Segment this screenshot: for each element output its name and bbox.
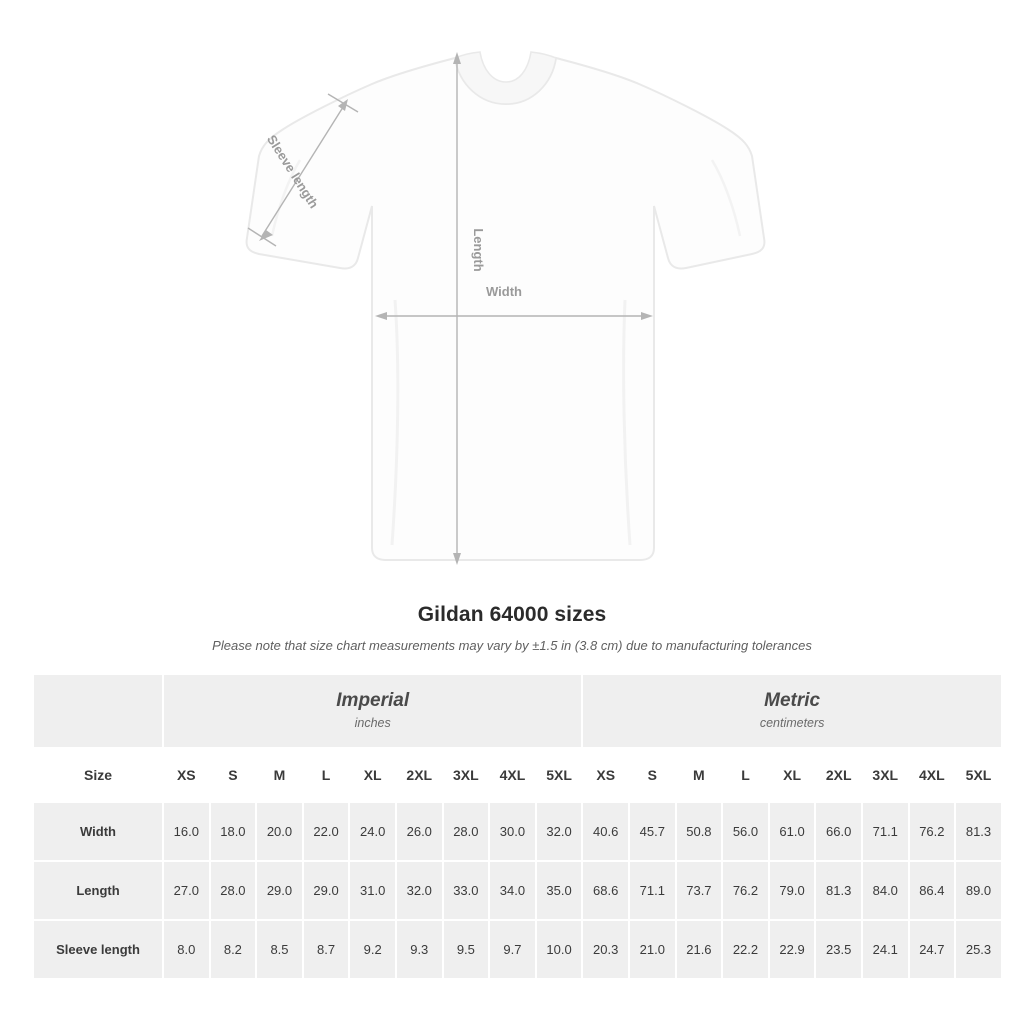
size-col-header: XS [582, 748, 629, 802]
table-cell: 24.7 [909, 920, 956, 979]
table-cell: 8.7 [303, 920, 350, 979]
table-cell: 24.1 [862, 920, 909, 979]
size-col-header: S [210, 748, 257, 802]
size-col-header: XS [163, 748, 210, 802]
row-label: Sleeve length [33, 920, 163, 979]
table-cell: 76.2 [909, 802, 956, 861]
unit-corner-cell [33, 674, 163, 748]
size-col-header: M [256, 748, 303, 802]
table-cell: 32.0 [396, 861, 443, 920]
table-cell: 22.0 [303, 802, 350, 861]
heading-block [0, 603, 1024, 653]
table-cell: 20.0 [256, 802, 303, 861]
length-label: Length [471, 228, 486, 272]
table-cell: 84.0 [862, 861, 909, 920]
table-cell: 9.7 [489, 920, 536, 979]
table-cell: 16.0 [163, 802, 210, 861]
table-cell: 81.3 [955, 802, 1002, 861]
table-cell: 28.0 [443, 802, 490, 861]
size-col-header: L [303, 748, 350, 802]
unit-metric-sub: centimeters [759, 715, 825, 730]
table-cell: 34.0 [489, 861, 536, 920]
size-label-cell: Size [33, 748, 163, 802]
unit-imperial-cell [163, 674, 582, 748]
unit-metric-name: Metric [764, 690, 821, 712]
table-cell: 79.0 [769, 861, 816, 920]
size-table [32, 673, 1003, 980]
table-cell: 8.0 [163, 920, 210, 979]
table-cell: 56.0 [722, 802, 769, 861]
table-cell: 25.3 [955, 920, 1002, 979]
size-col-header: 3XL [443, 748, 490, 802]
table-cell: 66.0 [815, 802, 862, 861]
size-col-header: 5XL [536, 748, 583, 802]
size-col-header: S [629, 748, 676, 802]
size-col-header: XL [769, 748, 816, 802]
table-cell: 40.6 [582, 802, 629, 861]
table-cell: 20.3 [582, 920, 629, 979]
sleeve-length-label: Sleeve length [263, 132, 322, 211]
table-cell: 61.0 [769, 802, 816, 861]
size-col-header: 2XL [815, 748, 862, 802]
unit-imperial-name: Imperial [336, 690, 410, 712]
size-header-row [33, 748, 1002, 802]
table-cell: 8.2 [210, 920, 257, 979]
size-col-header: L [722, 748, 769, 802]
table-cell: 29.0 [303, 861, 350, 920]
table-cell: 27.0 [163, 861, 210, 920]
table-cell: 33.0 [443, 861, 490, 920]
tolerance-note: Please note that size chart measurements may vary by ±1.5 in (3.8 cm) due to manufacturing tolerances [212, 638, 812, 653]
size-col-header: 4XL [489, 748, 536, 802]
row-label: Width [33, 802, 163, 861]
table-cell: 81.3 [815, 861, 862, 920]
table-cell: 32.0 [536, 802, 583, 861]
table-cell: 22.9 [769, 920, 816, 979]
table-row [33, 802, 1002, 861]
size-col-header: 3XL [862, 748, 909, 802]
size-col-header: M [676, 748, 723, 802]
table-cell: 8.5 [256, 920, 303, 979]
table-cell: 35.0 [536, 861, 583, 920]
table-cell: 71.1 [629, 861, 676, 920]
table-cell: 24.0 [349, 802, 396, 861]
table-row [33, 861, 1002, 920]
table-cell: 89.0 [955, 861, 1002, 920]
table-row [33, 920, 1002, 979]
units-row [33, 674, 1002, 748]
table-cell: 30.0 [489, 802, 536, 861]
table-cell: 26.0 [396, 802, 443, 861]
tshirt-shape [247, 52, 765, 560]
table-cell: 50.8 [676, 802, 723, 861]
size-col-header: XL [349, 748, 396, 802]
table-cell: 21.6 [676, 920, 723, 979]
table-cell: 76.2 [722, 861, 769, 920]
size-col-header: 5XL [955, 748, 1002, 802]
width-label: Width [486, 284, 522, 299]
table-cell: 9.3 [396, 920, 443, 979]
table-cell: 68.6 [582, 861, 629, 920]
table-cell: 31.0 [349, 861, 396, 920]
table-cell: 29.0 [256, 861, 303, 920]
unit-imperial-sub: inches [354, 715, 391, 730]
size-col-header: 4XL [909, 748, 956, 802]
size-table-wrapper [0, 673, 1024, 980]
table-cell: 28.0 [210, 861, 257, 920]
table-cell: 22.2 [722, 920, 769, 979]
unit-metric-cell [582, 674, 1001, 748]
table-cell: 45.7 [629, 802, 676, 861]
page-title: Gildan 64000 sizes [417, 603, 607, 626]
table-cell: 73.7 [676, 861, 723, 920]
table-cell: 21.0 [629, 920, 676, 979]
table-cell: 23.5 [815, 920, 862, 979]
table-cell: 10.0 [536, 920, 583, 979]
row-label: Length [33, 861, 163, 920]
table-cell: 71.1 [862, 802, 909, 861]
table-cell: 9.2 [349, 920, 396, 979]
size-col-header: 2XL [396, 748, 443, 802]
table-cell: 18.0 [210, 802, 257, 861]
table-cell: 9.5 [443, 920, 490, 979]
table-cell: 86.4 [909, 861, 956, 920]
